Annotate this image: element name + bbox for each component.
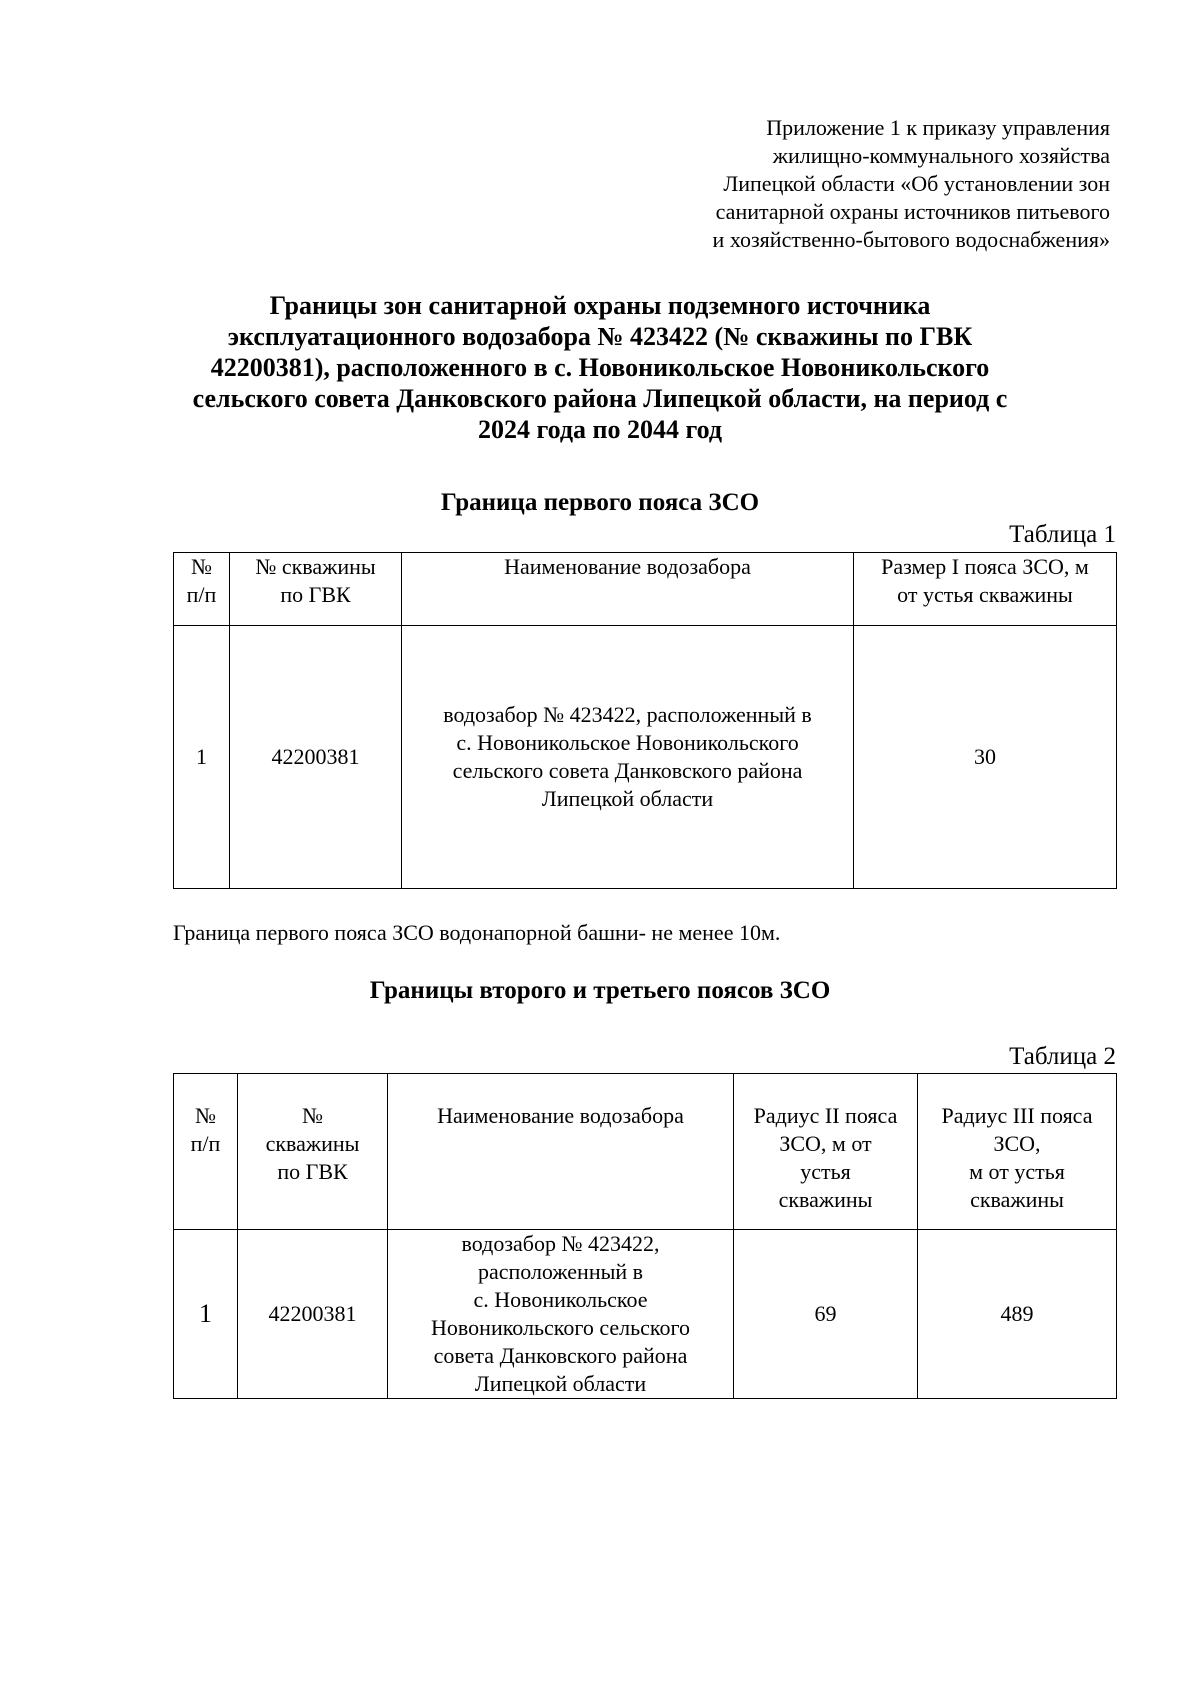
title-line: 2024 года по 2044 год xyxy=(477,415,723,444)
table2-header-radius2: Радиус II пояса ЗСО, м от устья скважины xyxy=(734,1074,918,1230)
table1-cell-well: 42200381 xyxy=(230,626,402,889)
section1-heading: Граница первого пояса ЗСО xyxy=(440,489,760,516)
section2-heading: Границы второго и третьего поясов ЗСО xyxy=(369,977,831,1004)
table2-cell-name: водозабор № 423422, расположенный в с. Новоникольское Новоникольского сельского совета Данковского района Липецкой области xyxy=(388,1230,734,1399)
table1-header-well: № скважины по ГВК xyxy=(230,553,402,626)
title-line: сельского совета Данковского района Липецкой области, на период с xyxy=(192,384,1008,413)
title-line: Границы зон санитарной охраны подземного источника xyxy=(269,291,931,320)
table2-header-num: № п/п xyxy=(174,1074,238,1230)
table-row xyxy=(174,626,1117,889)
table1-cell-num: 1 xyxy=(174,626,230,889)
table2-header-row xyxy=(174,1074,1117,1230)
appendix-line: Липецкой области «Об установлении зон xyxy=(723,171,1110,196)
table2-header-well: № скважины по ГВК xyxy=(238,1074,388,1230)
table2-cell-num: 1 xyxy=(174,1230,238,1399)
table2-caption: Таблица 2 xyxy=(1009,1043,1116,1070)
appendix-note xyxy=(560,114,1110,254)
appendix-line: жилищно-коммунального хозяйства xyxy=(772,143,1110,168)
table1-header-size: Размер I пояса ЗСО, м от устья скважины xyxy=(854,553,1117,626)
table2-header-name: Наименование водозабора xyxy=(388,1074,734,1230)
appendix-line: и хозяйственно-бытового водоснабжения» xyxy=(712,227,1110,252)
table1 xyxy=(173,552,1117,889)
appendix-line: Приложение 1 к приказу управления xyxy=(766,115,1110,140)
document-title xyxy=(120,290,1080,445)
appendix-line: санитарной охраны источников питьевого xyxy=(715,199,1110,224)
tower-note: Граница первого пояса ЗСО водонапорной башни- не менее 10м. xyxy=(173,920,781,945)
table2 xyxy=(173,1073,1117,1399)
table1-cell-name: водозабор № 423422, расположенный в с. Новоникольское Новоникольского сельского совета Данковского района Липецкой области xyxy=(402,626,854,889)
table1-header-name: Наименование водозабора xyxy=(402,553,854,626)
table1-caption: Таблица 1 xyxy=(1009,521,1116,548)
table1-cell-size: 30 xyxy=(854,626,1117,889)
table1-header-row xyxy=(174,553,1117,626)
title-line: эксплуатационного водозабора № 423422 (№ скважины по ГВК xyxy=(227,322,973,351)
table2-cell-well: 42200381 xyxy=(238,1230,388,1399)
table2-header-radius3: Радиус III пояса ЗСО, м от устья скважины xyxy=(918,1074,1117,1230)
title-line: 42200381), расположенного в с. Новоникольское Новоникольского xyxy=(210,353,990,382)
table1-header-num: № п/п xyxy=(174,553,230,626)
table-row xyxy=(174,1230,1117,1399)
table2-cell-radius3: 489 xyxy=(918,1230,1117,1399)
table2-cell-radius2: 69 xyxy=(734,1230,918,1399)
